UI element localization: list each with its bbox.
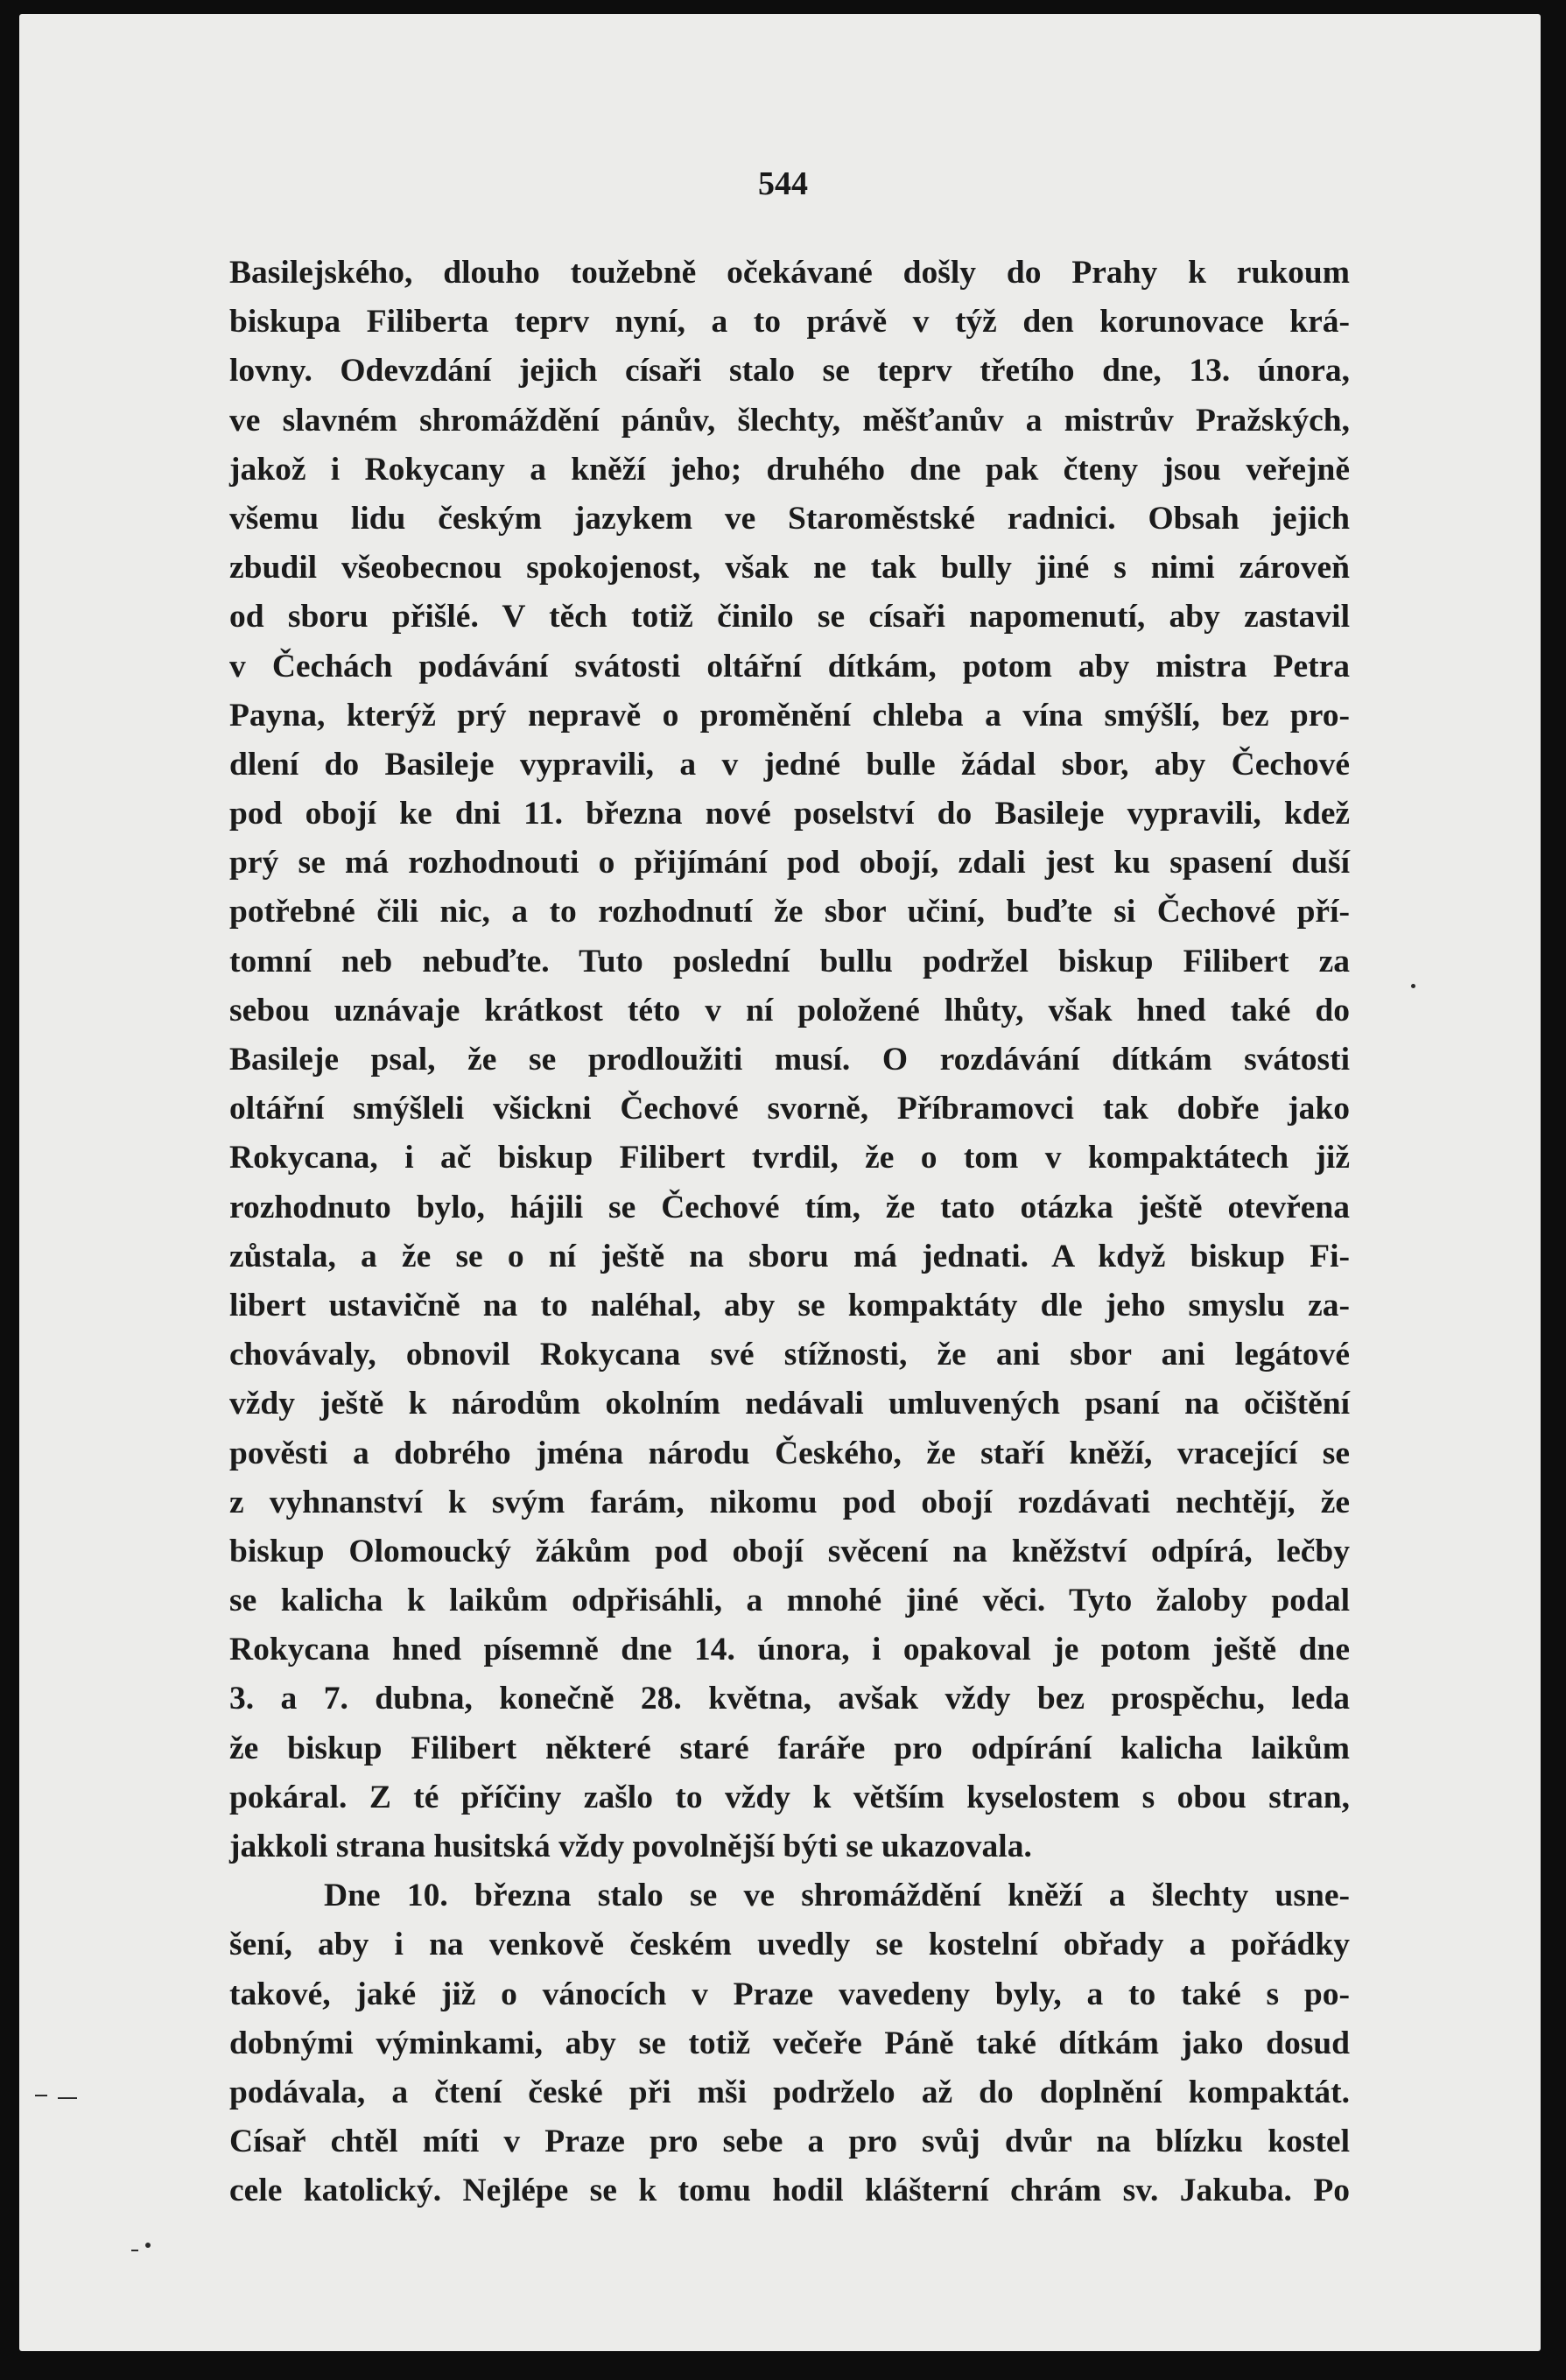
text-line: biskupa Filiberta teprv nyní, a to právě v týž den korunovace krá- [229, 304, 1350, 341]
text-line: pokáral. Z té příčiny zašlo to vždy k větším kyselostem s obou stran, [229, 1779, 1350, 1815]
text-line: potřebné čili nic, a to rozhodnutí že sbor učiní, buďte si Čechové pří- [229, 894, 1350, 930]
scan-speck [1411, 984, 1415, 988]
text-line: sebou uznávaje krátkost této v ní položené lhůty, však hned také do [229, 992, 1350, 1029]
page-number: 544 [758, 165, 808, 202]
text-line: všemu lidu českým jazykem ve Staroměstské radnici. Obsah jejich [229, 500, 1350, 537]
scan-speck [131, 2250, 138, 2251]
text-line: pověsti a dobrého jména národu Českého, že staří kněží, vracející se [229, 1435, 1350, 1471]
text-line: Rokycana hned písemně dne 14. února, i opakoval je potom ještě dne [229, 1632, 1350, 1668]
text-line: lovny. Odevzdání jejich císaři stalo se teprv třetího dne, 13. února, [229, 353, 1350, 390]
text-line: ve slavném shromáždění pánův, šlechty, měšťanův a mistrův Pražských, [229, 402, 1350, 439]
text-line: prý se má rozhodnouti o přijímání pod obojí, zdali jest ku spasení duší [229, 845, 1350, 881]
text-line: od sboru přišlé. V těch totiž činilo se císaři napomenutí, aby zastavil [229, 599, 1350, 635]
text-line: tomní neb nebuďte. Tuto poslední bullu podržel biskup Filibert za [229, 943, 1350, 979]
text-line: podávala, a čtení české při mši podrželo až do doplnění kompaktát. [229, 2074, 1350, 2110]
scan-speck [35, 2095, 47, 2096]
text-line: Basileje psal, že se prodloužiti musí. O rozdávání dítkám svátosti [229, 1042, 1350, 1078]
text-line: jakož i Rokycany a kněží jeho; druhého dne pak čteny jsou veřejně [229, 451, 1350, 488]
text-line: pod obojí ke dni 11. března nové poselství do Basileje vypravili, kdež [229, 796, 1350, 832]
text-line: dlení do Basileje vypravili, a v jedné bulle žádal sbor, aby Čechové [229, 746, 1350, 783]
text-line: biskup Olomoucký žákům pod obojí svěcení na kněžství odpírá, lečby [229, 1533, 1350, 1569]
text-line: Payna, kterýž prý nepravě o proměnění chleba a vína smýšlí, bez pro- [229, 697, 1350, 734]
text-line: libert ustavičně na to naléhal, aby se kompaktáty dle jeho smyslu za- [229, 1287, 1350, 1323]
text-line: že biskup Filibert některé staré faráře pro odpírání kalicha laikům [229, 1730, 1350, 1766]
text-line: Císař chtěl míti v Praze pro sebe a pro svůj dvůr na blízku kostel [229, 2124, 1350, 2160]
text-line: takové, jaké již o vánocích v Praze vavedeny byly, a to také s po- [229, 1976, 1350, 2012]
text-line: Rokycana, i ač biskup Filibert tvrdil, že o tom v kompaktátech již [229, 1140, 1350, 1176]
text-line: zůstala, a že se o ní ještě na sboru má jednati. A když biskup Fi- [229, 1238, 1350, 1274]
text-line: Basilejského, dlouho toužebně očekávané došly do Prahy k rukoum [229, 255, 1350, 291]
text-line: dobnými výminkami, aby se totiž večeře Páně také dítkám jako dosud [229, 2025, 1350, 2061]
text-line: z vyhnanství k svým farám, nikomu pod obojí rozdávati nechtějí, že [229, 1484, 1350, 1520]
scan-speck [145, 2243, 151, 2248]
scan-speck [58, 2097, 77, 2099]
text-line: 3. a 7. dubna, konečně 28. května, avšak vždy bez prospěchu, leda [229, 1681, 1350, 1717]
text-line: vždy ještě k národům okolním nedávali umluvených psaní na očištění [229, 1386, 1350, 1422]
text-line: se kalicha k laikům odpřisáhli, a mnohé jiné věci. Tyto žaloby podal [229, 1583, 1350, 1619]
text-line: Dne 10. března stalo se ve shromáždění kněží a šlechty usne- [324, 1878, 1350, 1914]
text-line: zbudil všeobecnou spokojenost, však ne tak bully jiné s nimi zároveň [229, 550, 1350, 586]
body-text [229, 249, 1350, 2216]
text-line: cele katolický. Nejlépe se k tomu hodil klášterní chrám sv. Jakuba. Po [229, 2173, 1350, 2209]
text-line: chovávaly, obnovil Rokycana své stížnosti, že ani sbor ani legátové [229, 1337, 1350, 1373]
text-line: šení, aby i na venkově českém uvedly se kostelní obřady a pořádky [229, 1927, 1350, 1963]
text-line: rozhodnuto bylo, hájili se Čechové tím, že tato otázka ještě otevřena [229, 1189, 1350, 1225]
text-line: v Čechách podávání svátosti oltářní dítkám, potom aby mistra Petra [229, 648, 1350, 685]
text-line: jakkoli strana husitská vždy povolnější býti se ukazovala. [229, 1829, 1032, 1864]
text-line: oltářní smýšleli všickni Čechové svorně, Příbramovci tak dobře jako [229, 1091, 1350, 1127]
